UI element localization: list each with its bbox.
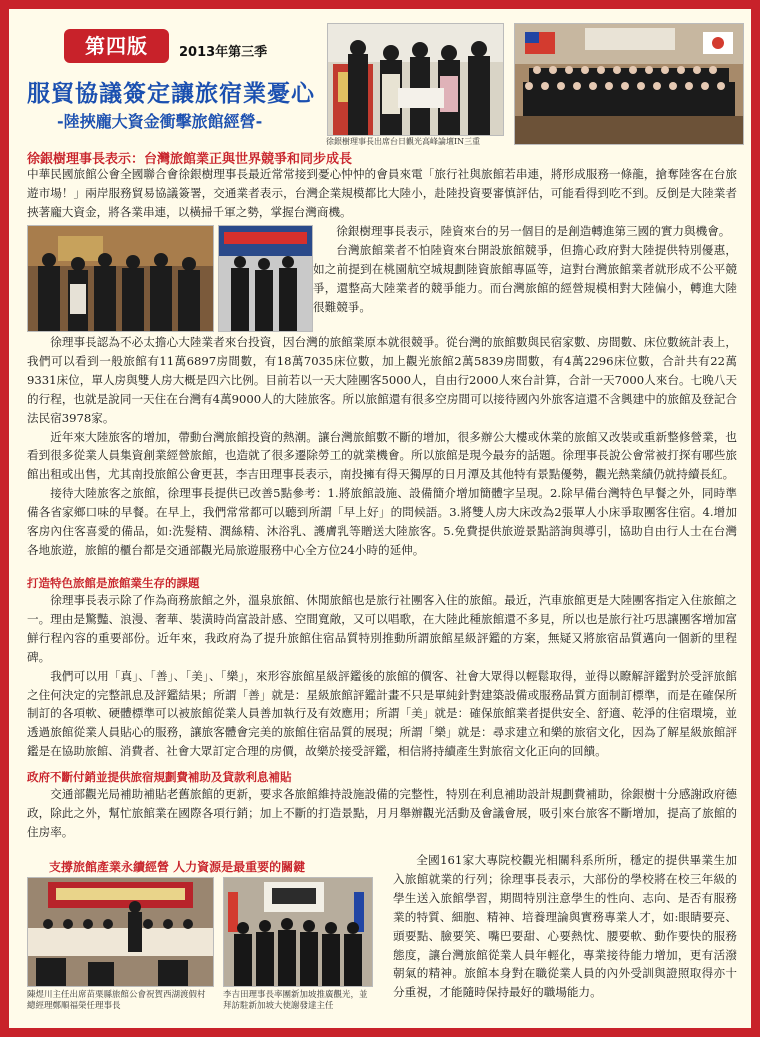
- section1-intro: [27, 165, 737, 222]
- section4-title: 支撐旅館產業永續經營 人力資源是最重要的關鍵: [49, 860, 306, 874]
- headline: 服貿協議簽定讓旅宿業憂心: [27, 81, 315, 107]
- section2-body: [27, 591, 737, 771]
- section1-p4: 近年來大陸旅客的增加，帶動台灣旅館投資的熱潮。讓台灣旅館數不斷的增加，很多辦公大樓或休業的旅館又改裝或重新整修營業，也看到很多從業人員集資創業經營旅館，也造就了很多遷除勞工的就業機會。所以旅館是現今最夯的話題。徐理事長說公會常被打探有哪些旅館出租或出售，尤其南投旅館公會更甚，李吉田理事長表示，南投擁有得天獨厚的日月潭及其他特有景點優勢，觀光熱業績仍就持續長紅。: [27, 429, 737, 482]
- section2-p1: 徐理事長表示除了作為商務旅館之外，溫泉旅館、休閒旅館也是旅行社團客入住的旅館。最近，汽車旅館更是大陸團客指定入住旅館之一。理由是驚豔、浪漫、奢華、裝潢時尚富設計感、空間寬敞，又可以唱歌，在大陸此種旅館還不多見，所以也是旅行社巧思讓團客增加富鮮行程內容的重要部份。近年來，我政府為了提升旅館住宿品質特別推動所謂旅館星級評鑑的方案，無疑又將旅宿品質邁向一個新的里程碑。: [27, 593, 737, 664]
- section1-right-p1: 徐銀樹理事長表示，陸資來台的另一個目的是創造轉進第三國的實力與機會。: [336, 224, 731, 238]
- caption-bottom-left: 陳煜川主任出席苗栗縣旅館公會祝賀西湖渡假村總經理鄭順福榮任理事長: [27, 990, 206, 1011]
- section1-right-column: [313, 222, 737, 336]
- newsletter-page: [9, 9, 751, 1028]
- subheadline: -陸挾龐大資金衝擊旅館經營-: [57, 112, 263, 131]
- caption-bottom-right: 李吉田理事長率團新加坡推廣觀光，並拜訪駐新加坡大使謝發達主任: [223, 990, 368, 1011]
- photo-award-group: [327, 23, 504, 136]
- section1-p3: 徐理事長認為不必太擔心大陸業者來台投資，因台灣的旅館業原本就很競爭。從台灣的旅館數與民宿家數、房間數、床位數統計表上，我們可以看到一般旅館有11萬6897房間數，有18萬7035床位數，加上觀光旅館2萬5839房間數，有4萬2296床位數，合計共有22萬9331床位，單人房與雙人房大概是四六比例。目前若以一天大陸團客5000人，自由行2000人來台計算，合計一天7000人來台。七晚八天的行程，也就是說同一天住在台灣有4萬9000人的大陸旅客。所以旅館還有很多空房間可以接待國內外旅客這還不含興建中的旅館及登記合法民宿3978家。: [27, 335, 737, 425]
- photo-members-1: [27, 225, 214, 332]
- photo-ceremony: [27, 877, 214, 987]
- section1-p5: 接待大陸旅客之旅館，徐理事長提供已改善5點參考：1.將旅館設施、設備簡介增加簡體字呈現。2.除早備台灣特色早餐之外，同時準備各省家鄉口味的早餐。在早上，我們常常都可以聽到所謂「早上好」的問候語。3.將雙人房大床改為2張單人小床爭取團客住宿。4.增加客房內住客喜愛的備品，如:洗髮精、潤絲精、沐浴乳、護膚乳等贈送大陸旅客。5.免費提供旅遊景點諮詢與導引，協助自由行人士在台灣各地旅遊，旅館的櫃台都是交通部觀光局旅遊服務中心全方位24小時的延伸。: [27, 486, 737, 557]
- section1-right-p2: 台灣旅館業者不怕陸資來台開設旅館競爭，但擔心政府對大陸提供特別優惠，如之前提到在桃園航空城規劃陸資旅館專區等，這對台灣旅館業者就形成不公平競爭，還整高大陸業者的競爭能力。而台灣旅館的經營規模相對大陸偏小，轉進大陸很難競爭。: [313, 242, 737, 314]
- caption-top-photo: 徐銀樹理事長出席台日觀光高峰論壇IN三重: [326, 137, 481, 146]
- section2-p2: 我們可以用「真」、「善」、「美」、「樂」，來形容旅館星級評鑑後的旅館的價客、社會大眾得以輕鬆取得，並得以瞭解評鑑對於受評旅館之住何決定的完整訊息及評鑑結果；所謂「善」就是：星級旅館評鑑計畫不只是單純針對建築設備或服務品質方面制訂標準，而是在確保所制訂的各項軟、硬體標準可以被旅館從業人員善加執行及有效應用；所謂「美」就是：確保旅館業者提供安全、舒適、乾淨的住宿環境，並透過旅館從業人員貼心的服務，讓旅客體會完美的旅館住宿品質的展現；所謂「樂」就是：尋求建立和樂的旅宿文化，因為了解星級旅館評鑑是在協助旅館、消費者、社會大眾訂定合理的房價，故樂於接受評鑑，相信將持續產生對旅宿文化正向的回饋。: [27, 668, 737, 759]
- section2-title: 打造特色旅館是旅館業生存的課題: [27, 576, 200, 590]
- photo-members-2: [218, 225, 313, 332]
- section4-p1: 全國161家大專院校觀光相關科系所所，穩定的提供畢業生加入旅館就業的行列；徐理事長表示，大部份的學校將在校三年級的學生送入旅館學習，期間特別注意學生的性向、志向、是否有服務業的特質、細胞、精神、培養理論與實務專業人才，如:眼睛要亮、頭要點、臉要笑、嘴巴要甜、心要熱忱、腰要軟、動作要快的服務態度，讓台灣旅館從業人員年輕化，專業接待能力增加，更有活潑朝氣的精神。旅館本身對在職從業人員的內外受訓與證照取得亦十分重視，才能隨時保持最好的職場能力。: [393, 853, 737, 1000]
- section3-p1: 交通部觀光局補助補貼老舊旅館的更新，要求各旅館維持設施設備的完整性，特別在利息補助設計規劃費補助，徐銀樹十分感謝政府德政，除此之外，幫忙旅館業在國際各項行銷；加上不斷的打造景點，月月舉辦觀光活動及會議會展，吸引來台旅客不斷增加，提高了旅館的住房率。: [27, 787, 737, 839]
- section1-title: 徐銀樹理事長表示：台灣旅館業正與世界競爭和同步成長: [27, 152, 353, 167]
- issue-label: 2013年第三季: [179, 45, 268, 60]
- photo-singapore-visit: [223, 877, 373, 987]
- photo-forum-group: [514, 23, 744, 145]
- section1-body: [27, 333, 737, 571]
- edition-badge: 第四版: [64, 29, 169, 63]
- section4-body: [393, 851, 737, 1023]
- section1-intro-text: 中華民國旅館公會全國聯合會徐銀樹理事長最近常常接到憂心忡忡的會員來電「旅行社與旅館若串連，將形成服務一條龍，搶奪陸客在台旅遊市場！」兩岸服務貿易協議簽署，交通業者表示，台灣企業規模都比大陸小，赴陸投資要審慎評估，可能看得到吃不到。反倒是大陸業者挾著龐大資金，將各業串連，以橫掃千軍之勢，掌握台灣商機。: [27, 167, 737, 219]
- section3-body: [27, 785, 737, 843]
- section3-title: 政府不斷付銷並提供旅宿規劃費補助及貸款利息補貼: [27, 770, 292, 784]
